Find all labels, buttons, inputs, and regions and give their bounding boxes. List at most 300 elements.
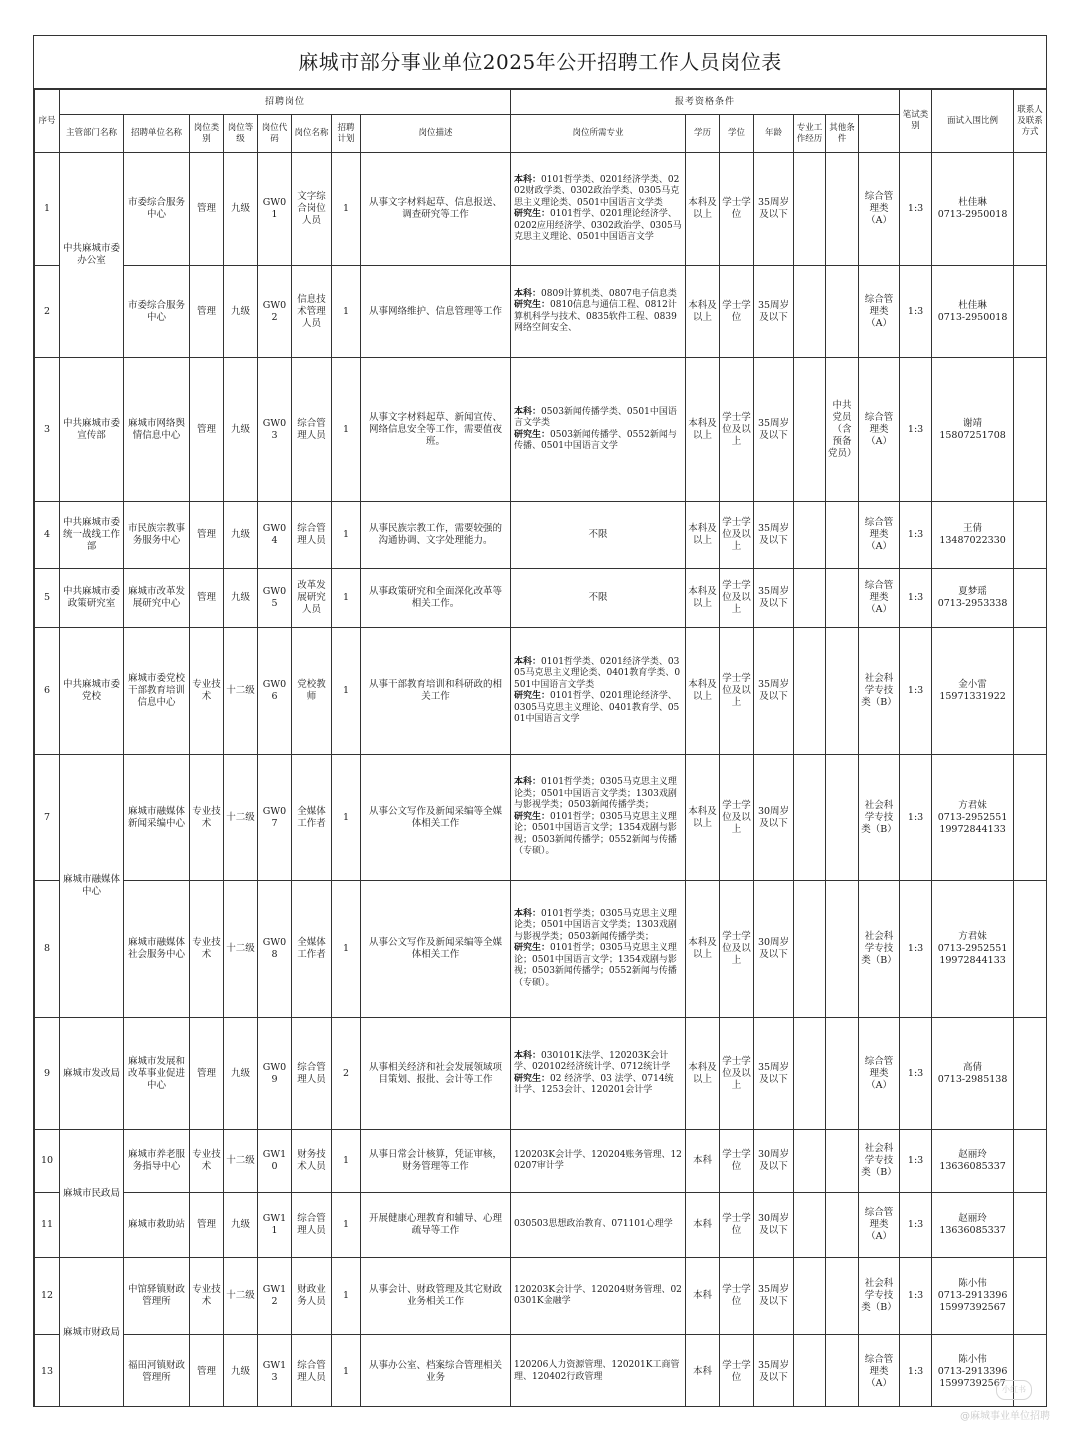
undergrad-text: 0101哲学类、0201经济学类、0305马克思主义理论类、0401教育学类、0501中国语言文学类 — [514, 656, 681, 690]
undergrad-majors — [514, 289, 682, 301]
seq-cell: 3 — [35, 358, 60, 502]
age-cell: 30周岁及以下 — [754, 1193, 794, 1258]
seq-cell: 10 — [35, 1130, 60, 1193]
undergrad-label: 本科： — [514, 174, 542, 185]
major-cell — [511, 569, 686, 628]
age-cell: 35周岁及以下 — [754, 628, 794, 755]
header-plan: 招聘计划 — [332, 115, 361, 153]
undergrad-text: 不限 — [588, 592, 608, 603]
description-cell: 从事干部教育培训和科研政的相关工作 — [361, 628, 511, 755]
interview-ratio-cell: 1:3 — [900, 881, 932, 1018]
description-cell: 从事民族宗教工作，需要较强的沟通协调、文字处理能力。 — [361, 502, 511, 569]
exam-type-cell: 综合管理类（A） — [859, 502, 900, 569]
interview-ratio-cell: 1:3 — [900, 358, 932, 502]
education-cell: 本科及以上 — [686, 502, 720, 569]
post-name-cell: 文字综合岗位人员 — [292, 153, 332, 266]
seq-cell: 13 — [35, 1335, 60, 1408]
note-cell — [1014, 569, 1047, 628]
education-cell: 本科 — [686, 1258, 720, 1335]
major-cell — [511, 755, 686, 881]
other-conditions-cell — [826, 1335, 859, 1408]
graduate-majors — [514, 943, 682, 989]
post-name-cell: 综合管理人员 — [292, 358, 332, 502]
experience-cell — [794, 1018, 826, 1130]
major-cell — [511, 502, 686, 569]
contact-phone: 13636085337 — [939, 1225, 1006, 1236]
interview-ratio-cell: 1:3 — [900, 1335, 932, 1408]
interview-ratio-cell: 1:3 — [900, 153, 932, 266]
undergrad-majors — [514, 1051, 682, 1074]
post-level-cell: 十二级 — [224, 1130, 258, 1193]
contact-phone2: 19972844133 — [939, 823, 1006, 835]
unit-cell: 市委综合服务中心 — [124, 153, 190, 266]
contact-cell — [932, 1258, 1014, 1335]
post-level-cell: 九级 — [224, 1018, 258, 1130]
graduate-majors — [514, 300, 682, 335]
contact-phone: 13636085337 — [939, 1161, 1006, 1172]
post-level-cell: 九级 — [224, 569, 258, 628]
dept-cell: 中共麻城市委宣传部 — [60, 358, 124, 502]
exam-type-cell: 社会科学专技类（B） — [859, 628, 900, 755]
other-conditions-cell — [826, 1018, 859, 1130]
experience-cell — [794, 358, 826, 502]
note-cell — [1014, 358, 1047, 502]
header-unit: 招聘单位名称 — [124, 115, 190, 153]
post-type-cell: 管理 — [190, 502, 224, 569]
dept-cell: 中共麻城市委政策研究室 — [60, 569, 124, 628]
contact-phone: 15807251708 — [939, 429, 1006, 441]
header-age: 年龄 — [754, 115, 794, 153]
table-row — [35, 153, 1047, 266]
post-type-cell: 管理 — [190, 153, 224, 266]
undergrad-text: 120206人力资源管理、120201K工商管理、120402行政管理 — [514, 1360, 680, 1382]
description-cell: 从事文字材料起草、新闻宣传、网络信息安全等工作，需要值夜班。 — [361, 358, 511, 502]
contact-phone: 0713-2913396 — [937, 1365, 1008, 1377]
dept-cell: 中共麻城市委党校 — [60, 628, 124, 755]
page-title: 麻城市部分事业单位2025年公开招聘工作人员岗位表 — [34, 36, 1046, 89]
seq-cell: 9 — [35, 1018, 60, 1130]
graduate-text: 02 经济学、03 法学、0714统计学、1253会计、120201会计学 — [514, 1073, 674, 1095]
contact-phone: 15971331922 — [939, 691, 1006, 702]
table-row — [35, 755, 1047, 881]
undergrad-majors — [514, 1285, 682, 1308]
undergrad-majors — [514, 1219, 682, 1231]
education-cell: 本科 — [686, 1193, 720, 1258]
interview-ratio-cell: 1:3 — [900, 1258, 932, 1335]
major-cell — [511, 153, 686, 266]
unit-cell: 麻城市救助站 — [124, 1193, 190, 1258]
plan-cell: 1 — [332, 569, 361, 628]
unit-cell: 麻城市发展和改革事业促进中心 — [124, 1018, 190, 1130]
graduate-text: 0810信息与通信工程、0812计算机科学与技术、0835软件工程、0839网络空间安全、 — [514, 300, 677, 333]
contact-cell — [932, 628, 1014, 755]
contact-phone: 0713-2952551 — [937, 811, 1008, 823]
undergrad-text: 0809计算机类、0807电子信息类 — [541, 288, 677, 299]
table-row — [35, 502, 1047, 569]
post-level-cell: 十二级 — [224, 628, 258, 755]
graduate-label: 研究生： — [514, 1073, 551, 1084]
interview-ratio-cell: 1:3 — [900, 502, 932, 569]
contact-phone2: 15997392567 — [939, 1377, 1006, 1389]
undergrad-majors — [514, 1360, 682, 1383]
experience-cell — [794, 1130, 826, 1193]
age-cell: 30周岁及以下 — [754, 1130, 794, 1193]
undergrad-majors — [514, 657, 682, 692]
unit-cell: 麻城市改革发展研究中心 — [124, 569, 190, 628]
post-level-cell: 十二级 — [224, 755, 258, 881]
plan-cell: 1 — [332, 358, 361, 502]
age-cell: 35周岁及以下 — [754, 1335, 794, 1408]
post-type-cell: 管理 — [190, 358, 224, 502]
major-cell — [511, 358, 686, 502]
undergrad-label: 本科： — [514, 406, 542, 417]
post-code-cell: GW04 — [258, 502, 292, 569]
age-cell: 30周岁及以下 — [754, 755, 794, 881]
contact-phone: 0713-2950018 — [937, 209, 1008, 220]
note-cell — [1014, 1018, 1047, 1130]
contact-cell — [932, 755, 1014, 881]
graduate-majors — [514, 812, 682, 858]
unit-cell: 麻城市网络舆情信息中心 — [124, 358, 190, 502]
contact-cell — [932, 1018, 1014, 1130]
undergrad-majors — [514, 175, 682, 210]
undergrad-majors — [514, 1150, 682, 1173]
experience-cell — [794, 153, 826, 266]
experience-cell — [794, 881, 826, 1018]
contact-name: 赵丽玲 — [958, 1213, 987, 1224]
contact-cell — [932, 569, 1014, 628]
post-code-cell: GW03 — [258, 358, 292, 502]
note-cell — [1014, 1258, 1047, 1335]
table-row — [35, 881, 1047, 1018]
age-cell: 35周岁及以下 — [754, 358, 794, 502]
header-exp: 专业工作经历 — [794, 115, 826, 153]
graduate-label: 研究生： — [514, 811, 551, 822]
table-row — [35, 266, 1047, 358]
note-cell — [1014, 502, 1047, 569]
education-cell: 本科 — [686, 1130, 720, 1193]
post-name-cell: 党校教师 — [292, 628, 332, 755]
seq-cell: 2 — [35, 266, 60, 358]
post-name-cell: 综合管理人员 — [292, 1193, 332, 1258]
major-cell — [511, 1018, 686, 1130]
note-cell — [1014, 1193, 1047, 1258]
contact-phone: 0713-2950018 — [937, 311, 1008, 323]
education-cell: 本科及以上 — [686, 755, 720, 881]
description-cell: 从事日常会计核算，凭证审核，财务管理等工作 — [361, 1130, 511, 1193]
age-cell: 35周岁及以下 — [754, 266, 794, 358]
education-cell: 本科及以上 — [686, 358, 720, 502]
experience-cell — [794, 1258, 826, 1335]
contact-phone: 0713-2985138 — [937, 1073, 1008, 1085]
other-conditions-cell — [826, 628, 859, 755]
plan-cell: 1 — [332, 628, 361, 755]
undergrad-label: 本科： — [514, 908, 542, 919]
dept-cell: 中共麻城市委办公室 — [60, 153, 124, 358]
post-type-cell: 专业技术 — [190, 755, 224, 881]
post-level-cell: 九级 — [224, 266, 258, 358]
post-name-cell: 改革发展研究人员 — [292, 569, 332, 628]
plan-cell: 1 — [332, 1130, 361, 1193]
undergrad-label: 本科： — [514, 1050, 542, 1061]
header-group-post: 招聘岗位 — [60, 90, 511, 115]
experience-cell — [794, 1193, 826, 1258]
post-code-cell: GW13 — [258, 1335, 292, 1408]
post-type-cell: 管理 — [190, 1193, 224, 1258]
other-conditions-cell — [826, 502, 859, 569]
exam-type-cell: 社会科学专技类（B） — [859, 1130, 900, 1193]
graduate-majors — [514, 1074, 682, 1097]
note-cell — [1014, 266, 1047, 358]
post-type-cell: 专业技术 — [190, 881, 224, 1018]
table-row — [35, 1018, 1047, 1130]
other-conditions-cell — [826, 153, 859, 266]
seq-cell: 11 — [35, 1193, 60, 1258]
table-row — [35, 628, 1047, 755]
post-code-cell: GW02 — [258, 266, 292, 358]
other-conditions-cell: 中共党员（含预备党员） — [826, 358, 859, 502]
major-cell — [511, 1258, 686, 1335]
degree-cell: 学士学位及以上 — [720, 358, 754, 502]
unit-cell: 市委综合服务中心 — [124, 266, 190, 358]
table-row — [35, 569, 1047, 628]
post-type-cell: 专业技术 — [190, 628, 224, 755]
note-cell — [1014, 1130, 1047, 1193]
contact-phone: 0713-2952551 — [937, 943, 1008, 954]
graduate-majors — [514, 691, 682, 726]
experience-cell — [794, 569, 826, 628]
plan-cell: 1 — [332, 881, 361, 1018]
undergrad-text: 120203K会计学、120204财务管理、020301K金融学 — [514, 1284, 682, 1306]
contact-phone: 13487022330 — [939, 535, 1006, 546]
undergrad-label: 本科： — [514, 288, 542, 299]
description-cell: 从事公文写作及新闻采编等全媒体相关工作 — [361, 881, 511, 1018]
education-cell: 本科及以上 — [686, 628, 720, 755]
undergrad-majors — [514, 909, 682, 944]
contact-name: 高倩 — [963, 1061, 983, 1073]
header-major: 岗位所需专业 — [511, 115, 686, 153]
major-cell — [511, 1193, 686, 1258]
contact-name: 杜佳琳 — [958, 197, 987, 208]
exam-type-cell: 综合管理类（A） — [859, 153, 900, 266]
contact-cell — [932, 1130, 1014, 1193]
exam-type-cell: 综合管理类（A） — [859, 358, 900, 502]
post-name-cell: 财政业务人员 — [292, 1258, 332, 1335]
seq-cell: 6 — [35, 628, 60, 755]
post-level-cell: 九级 — [224, 1335, 258, 1408]
contact-name: 赵丽玲 — [958, 1149, 987, 1160]
table-row — [35, 1193, 1047, 1258]
contact-name: 陈小伟 — [958, 1353, 987, 1365]
table-row — [35, 1335, 1047, 1408]
interview-ratio-cell: 1:3 — [900, 1018, 932, 1130]
age-cell: 35周岁及以下 — [754, 1258, 794, 1335]
post-level-cell: 九级 — [224, 1193, 258, 1258]
degree-cell: 学士学位及以上 — [720, 755, 754, 881]
graduate-majors — [514, 430, 682, 453]
description-cell: 从事相关经济和社会发展领域项目策划、报批、会计等工作 — [361, 1018, 511, 1130]
undergrad-text: 0101哲学类、0201经济学类、0202财政学类、0302政治学类、0305马克思主义理论类、0501中国语言文学类 — [514, 174, 680, 208]
contact-name: 方君妹 — [958, 799, 987, 811]
age-cell: 35周岁及以下 — [754, 153, 794, 266]
post-code-cell: GW12 — [258, 1258, 292, 1335]
post-code-cell: GW10 — [258, 1130, 292, 1193]
description-cell: 从事网络维护、信息管理等工作 — [361, 266, 511, 358]
header-group-cond: 报考资格条件 — [511, 90, 900, 115]
seq-cell: 8 — [35, 881, 60, 1018]
table-row — [35, 358, 1047, 502]
graduate-label: 研究生： — [514, 943, 551, 954]
major-cell — [511, 1335, 686, 1408]
undergrad-majors — [513, 592, 683, 604]
other-conditions-cell — [826, 1258, 859, 1335]
contact-name: 杜佳琳 — [958, 299, 987, 311]
interview-ratio-cell: 1:3 — [900, 628, 932, 755]
post-name-cell: 全媒体工作者 — [292, 755, 332, 881]
interview-ratio-cell: 1:3 — [900, 755, 932, 881]
post-code-cell: GW06 — [258, 628, 292, 755]
post-name-cell: 综合管理人员 — [292, 1018, 332, 1130]
undergrad-text: 0101哲学类；0305马克思主义理论类；0501中国语言文学类；1303戏剧与影视学类；0503新闻传播学类； — [514, 908, 677, 942]
header-level: 岗位等级 — [224, 115, 258, 153]
degree-cell: 学士学位 — [720, 1335, 754, 1408]
graduate-text: 0101哲学；0305马克思主义理论；0501中国语言文学；1354戏剧与影视；0503新闻传播学；0552新闻与传播（专硕）。 — [514, 811, 677, 857]
other-conditions-cell — [826, 569, 859, 628]
plan-cell: 1 — [332, 1335, 361, 1408]
post-type-cell: 专业技术 — [190, 1130, 224, 1193]
exam-type-cell: 综合管理类（A） — [859, 569, 900, 628]
contact-name: 金小雷 — [958, 679, 987, 690]
note-cell — [1014, 881, 1047, 1018]
undergrad-text: 030101K法学、120203K会计学、020102经济统计学、0712统计学 — [514, 1050, 671, 1072]
unit-cell: 麻城市融媒体新闻采编中心 — [124, 755, 190, 881]
experience-cell — [794, 502, 826, 569]
contact-phone2: 15997392567 — [939, 1302, 1006, 1313]
exam-type-cell: 综合管理类（A） — [859, 266, 900, 358]
degree-cell: 学士学位 — [720, 1258, 754, 1335]
experience-cell — [794, 628, 826, 755]
header-exam: 笔试类别 — [900, 90, 932, 153]
post-type-cell: 专业技术 — [190, 1258, 224, 1335]
post-level-cell: 九级 — [224, 358, 258, 502]
degree-cell: 学士学位及以上 — [720, 1018, 754, 1130]
contact-cell — [932, 358, 1014, 502]
contact-cell — [932, 881, 1014, 1018]
header-ptype: 岗位类别 — [190, 115, 224, 153]
graduate-text: 0101哲学、0201理论经济学、0305马克思主义理论、0401教育学、0501中国语言文学 — [514, 691, 680, 724]
graduate-majors — [514, 209, 682, 244]
education-cell: 本科 — [686, 1335, 720, 1408]
education-cell: 本科及以上 — [686, 266, 720, 358]
post-name-cell: 财务技术人员 — [292, 1130, 332, 1193]
seq-cell: 5 — [35, 569, 60, 628]
job-table — [34, 89, 1047, 1407]
plan-cell: 1 — [332, 1258, 361, 1335]
dept-cell: 麻城市融媒体中心 — [60, 755, 124, 1018]
header-desc: 岗位描述 — [361, 115, 511, 153]
post-type-cell: 管理 — [190, 266, 224, 358]
education-cell: 本科及以上 — [686, 153, 720, 266]
education-cell: 本科及以上 — [686, 569, 720, 628]
undergrad-text: 0101哲学类；0305马克思主义理论类；0501中国语言文学类；1303戏剧与影视学类；0503新闻传播学类； — [514, 777, 677, 811]
contact-phone: 0713-2953338 — [937, 598, 1008, 609]
header-contact: 联系人及联系方式 — [1014, 90, 1047, 153]
contact-cell — [932, 266, 1014, 358]
degree-cell: 学士学位 — [720, 153, 754, 266]
dept-cell: 中共麻城市委统一战线工作部 — [60, 502, 124, 569]
header-degree: 学位 — [720, 115, 754, 153]
plan-cell: 1 — [332, 755, 361, 881]
description-cell: 从事政策研究和全面深化改革等相关工作。 — [361, 569, 511, 628]
other-conditions-cell — [826, 266, 859, 358]
unit-cell: 中馆驿镇财政管理所 — [124, 1258, 190, 1335]
other-conditions-cell — [826, 755, 859, 881]
major-cell — [511, 628, 686, 755]
graduate-label: 研究生： — [514, 300, 551, 310]
degree-cell: 学士学位 — [720, 1130, 754, 1193]
contact-name: 陈小伟 — [958, 1278, 987, 1289]
exam-type-cell: 综合管理类（A） — [859, 1335, 900, 1408]
undergrad-majors — [514, 407, 682, 430]
age-cell: 35周岁及以下 — [754, 1018, 794, 1130]
note-cell — [1014, 755, 1047, 881]
experience-cell — [794, 266, 826, 358]
seq-cell: 4 — [35, 502, 60, 569]
plan-cell: 2 — [332, 1018, 361, 1130]
header-seq: 序号 — [35, 90, 60, 153]
undergrad-label: 本科： — [514, 777, 542, 788]
degree-cell: 学士学位 — [720, 266, 754, 358]
other-conditions-cell — [826, 881, 859, 1018]
header-other: 其他条件 — [826, 115, 859, 153]
exam-type-cell: 综合管理类（A） — [859, 1018, 900, 1130]
post-code-cell: GW01 — [258, 153, 292, 266]
post-name-cell: 综合管理人员 — [292, 502, 332, 569]
post-name-cell: 信息技术管理人员 — [292, 266, 332, 358]
table-row — [35, 1130, 1047, 1193]
dept-cell: 麻城市发改局 — [60, 1018, 124, 1130]
contact-name: 方君妹 — [958, 931, 987, 942]
post-code-cell: GW09 — [258, 1018, 292, 1130]
watermark-badge: 小红书 — [996, 1380, 1032, 1400]
post-code-cell: GW11 — [258, 1193, 292, 1258]
post-code-cell: GW07 — [258, 755, 292, 881]
graduate-label: 研究生： — [514, 209, 551, 219]
undergrad-text: 120203K会计学、120204账务管理、120207审计学 — [514, 1149, 682, 1171]
unit-cell: 麻城市融媒体社会服务中心 — [124, 881, 190, 1018]
table-row — [35, 1258, 1047, 1335]
graduate-text: 0503新闻传播学、0552新闻与传播、0501中国语言文学 — [514, 429, 677, 451]
exam-type-cell: 社会科学专技类（B） — [859, 1258, 900, 1335]
contact-phone2: 19972844133 — [939, 955, 1006, 966]
job-table-body — [35, 153, 1047, 1408]
seq-cell: 1 — [35, 153, 60, 266]
undergrad-label: 本科： — [514, 656, 542, 667]
graduate-text: 0101哲学；0305马克思主义理论；0501中国语言文学；1354戏剧与影视；0503新闻传播学；0552新闻与传播（专硕）。 — [514, 943, 677, 988]
header-ratio: 面试入围比例 — [932, 90, 1014, 153]
undergrad-text: 030503思想政治教育、071101心理学 — [514, 1219, 673, 1230]
major-cell — [511, 881, 686, 1018]
education-cell: 本科及以上 — [686, 1018, 720, 1130]
plan-cell: 1 — [332, 502, 361, 569]
experience-cell — [794, 755, 826, 881]
undergrad-text: 0503新闻传播学类、0501中国语言文学类 — [514, 406, 677, 428]
watermark-text: @麻城事业单位招聘 — [960, 1411, 1050, 1422]
interview-ratio-cell: 1:3 — [900, 1130, 932, 1193]
post-type-cell: 管理 — [190, 1018, 224, 1130]
degree-cell: 学士学位 — [720, 1193, 754, 1258]
post-code-cell: GW05 — [258, 569, 292, 628]
